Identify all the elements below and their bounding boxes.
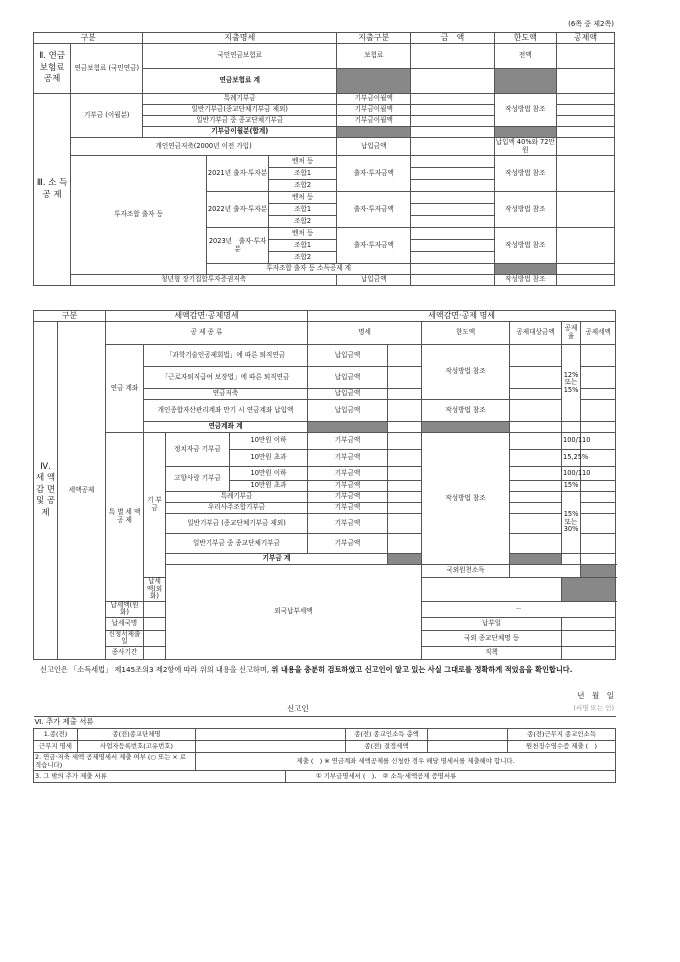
foreign-tax-right-label: 직책 xyxy=(422,647,562,660)
hometown-donation-row: 10만원 초과 xyxy=(230,481,308,492)
other-documents-label: 3. 그 밖의 추가 제출 서류 xyxy=(34,771,286,783)
political-donation-kind: 기부금액 xyxy=(308,433,388,450)
foreign-tax-value[interactable] xyxy=(144,647,180,660)
invest-year: 2021년 출자·투자분 xyxy=(206,156,268,192)
invest-deduction[interactable] xyxy=(556,156,614,192)
invest-type: 벤처 등 xyxy=(269,192,337,204)
donation-total-amount[interactable] xyxy=(411,127,494,138)
pension-account-row: 연금저축 xyxy=(144,389,308,400)
foreign-tax-right-value[interactable] xyxy=(562,647,616,660)
invest-limit: 작성방법 참조 xyxy=(494,228,556,264)
section-4-label: Ⅳ. 세 액 감 면 및 공 제 xyxy=(34,322,58,660)
pension-account-rate: 12% 또는 15% xyxy=(562,345,581,422)
foreign-tax-row: 신청서제출일 xyxy=(106,630,144,646)
political-donation-amount[interactable] xyxy=(388,450,422,467)
pension-account-credit[interactable] xyxy=(581,389,616,400)
invest-amount[interactable] xyxy=(411,204,494,216)
donation-row: 일반기부금 중 종교단체기부금 xyxy=(143,116,337,127)
donation-other-row: 우리사주조합기부금 xyxy=(166,503,308,514)
additional-documents-table xyxy=(33,716,616,783)
foreign-tax-row: 납세액(원화) xyxy=(106,601,144,617)
donation-carryover-total: 기부금이월분(합계) xyxy=(143,127,337,138)
donation-other-credit[interactable] xyxy=(581,503,616,514)
invest-amount[interactable] xyxy=(411,168,494,180)
youth-fund-kind: 납입금액 xyxy=(337,275,411,286)
foreign-tax-value[interactable] xyxy=(510,565,581,578)
pension-account-target[interactable] xyxy=(510,389,562,400)
pension-account-total-target[interactable] xyxy=(510,422,562,433)
donation-other-amount[interactable] xyxy=(388,514,422,534)
youth-fund-limit: 작성방법 참조 xyxy=(494,275,556,286)
hometown-donation-amount[interactable] xyxy=(388,481,422,492)
hometown-donation-rate: 15% xyxy=(562,481,581,492)
political-donation-label: 정치자금 기부금 xyxy=(166,433,230,467)
invest-amount[interactable] xyxy=(411,216,494,228)
invest-type: 벤처 등 xyxy=(269,156,337,168)
pension-account-total-amount[interactable] xyxy=(388,422,422,433)
political-donation-amount[interactable] xyxy=(388,433,422,450)
personal-pension-amount[interactable] xyxy=(411,138,494,156)
donation-total: 기부금 계 xyxy=(166,554,388,565)
national-pension-item: 국민연금보험료 xyxy=(143,44,337,69)
declaration-date[interactable]: 년 월 일 xyxy=(577,691,614,700)
donation-row-deduction[interactable] xyxy=(556,94,614,105)
national-pension-kind: 보험료 xyxy=(337,44,411,69)
youth-fund-deduction[interactable] xyxy=(556,275,614,286)
foreign-tax-right-value[interactable] xyxy=(562,630,616,646)
donation-total-deduction[interactable] xyxy=(556,127,614,138)
hometown-donation-target[interactable] xyxy=(510,467,562,481)
prev-determined-tax-label: 종(전) 결정세액 xyxy=(346,741,428,753)
foreign-tax-dash: － xyxy=(422,601,616,617)
pension-account-amount[interactable] xyxy=(388,389,422,400)
pension-account-credit[interactable] xyxy=(581,345,616,367)
donation-other-rate: 15% 또는 30% xyxy=(562,492,581,554)
tax-credit-sub: 세액공제 xyxy=(58,322,106,660)
invest-type: 조합2 xyxy=(269,252,337,264)
youth-fund-saving: 청년형 장기집합투자증권저축 xyxy=(71,275,337,286)
invest-type: 조합2 xyxy=(269,180,337,192)
special-credit-label: 특 별 세 액 공 제 xyxy=(106,433,144,602)
youth-fund-amount[interactable] xyxy=(411,275,494,286)
header-expense-type: 지출구분 xyxy=(337,33,411,44)
pension-account-row: 「과학기술인공제회법」에 따른 퇴직연금 xyxy=(144,345,308,367)
signature-hint[interactable]: (서명 또는 인) xyxy=(573,704,614,712)
invest-total-amount[interactable] xyxy=(411,264,494,275)
foreign-tax-value[interactable] xyxy=(422,578,562,602)
pension-account-kind: 납입금액 xyxy=(308,367,388,389)
pension-insurance-total-deduction[interactable] xyxy=(556,69,614,94)
donation-row-kind: 기부금이월액 xyxy=(337,116,411,127)
pension-account-kind: 납입금액 xyxy=(308,345,388,367)
pension-account-label: 연금 계좌 xyxy=(106,345,144,433)
pension-account-target[interactable] xyxy=(510,367,562,389)
donation-other-amount[interactable] xyxy=(388,534,422,554)
foreign-tax-value[interactable] xyxy=(144,617,180,630)
pension-insurance-total: 연금보험료 계 xyxy=(143,69,337,94)
pension-insurance-total-amount[interactable] xyxy=(411,69,494,94)
donation-row-amount[interactable] xyxy=(411,116,494,127)
prev-work-label: 1.종(전) xyxy=(34,729,78,741)
declaration-text-1: 신고인은 「소득세법」 제145조의3 제2항에 따라 위의 내용을 신고하며, xyxy=(40,665,270,674)
national-pension-amount[interactable] xyxy=(411,44,494,69)
donation-other-target[interactable] xyxy=(510,503,562,514)
foreign-tax-row: 납세액(외화) xyxy=(144,578,166,602)
pension-account-limit: 작성방법 참조 xyxy=(422,345,510,400)
declaration-text-2: 위 내용을 충분히 검토하였고 신고인이 알고 있는 사실 그대로를 정확하게 적었음을 확인합니다. xyxy=(271,665,573,674)
subheader-credit-amount: 공제세액 xyxy=(581,322,616,345)
pension-account-target[interactable] xyxy=(510,345,562,367)
additional-docs-title: Ⅵ. 추가 제출 서류 xyxy=(34,717,616,729)
t2-header-credit-detail: 세액감면·공제명세 xyxy=(106,311,308,322)
foreign-tax-right-label: 납부일 xyxy=(422,617,562,630)
invest-amount[interactable] xyxy=(411,192,494,204)
tax-credit-table xyxy=(33,310,616,660)
pension-account-total-credit[interactable] xyxy=(581,422,616,433)
political-donation-row: 10만원 이하 xyxy=(230,433,308,450)
political-donation-row: 10만원 초과 xyxy=(230,450,308,467)
personal-pension-kind: 납입금액 xyxy=(337,138,411,156)
donation-row-kind: 기부금이월액 xyxy=(337,105,411,116)
pension-account-limit: 작성방법 참조 xyxy=(422,400,510,422)
signer-label: 신고인 xyxy=(287,704,309,713)
personal-pension-deduction[interactable] xyxy=(556,138,614,156)
prev-religious-income-label: 종(전) 종교인소득 총액 xyxy=(346,729,428,741)
header-amount: 금 액 xyxy=(411,33,494,44)
invest-kind: 출자·투자금액 xyxy=(337,228,411,264)
pension-account-amount[interactable] xyxy=(388,345,422,367)
declaration xyxy=(40,664,620,675)
invest-deduction[interactable] xyxy=(556,192,614,228)
donation-other-kind: 기부금액 xyxy=(308,492,388,503)
header-category: 구분 xyxy=(34,33,143,44)
donation-row-kind: 기부금이월액 xyxy=(337,94,411,105)
pension-statement-note[interactable]: 제출 ( ) ※ 연금계좌 세액공제를 신청한 경우 해당 명세서를 제출해야 합니다. xyxy=(196,753,616,771)
header-expense-detail: 지출명세 xyxy=(143,33,337,44)
pension-account-total: 연금계좌 계 xyxy=(144,422,308,433)
hometown-donation-credit[interactable] xyxy=(581,481,616,492)
donation-label: 기 부 금 xyxy=(144,433,166,578)
pension-account-kind: 납입금액 xyxy=(308,400,388,422)
t2-header-category: 구분 xyxy=(34,311,106,322)
hometown-donation-kind: 기부금액 xyxy=(308,467,388,481)
header-limit: 한도액 xyxy=(494,33,556,44)
subheader-target-amount: 공제대상금액 xyxy=(510,322,562,345)
prev-determined-tax-value[interactable] xyxy=(428,741,508,753)
pension-insurance-sub: 연금보험료 (국민연금) xyxy=(71,44,143,94)
invest-limit: 작성방법 참조 xyxy=(494,156,556,192)
invest-type: 조합1 xyxy=(269,204,337,216)
prev-religious-org-label: 종(전)종교단체명 xyxy=(78,729,196,741)
invest-amount[interactable] xyxy=(411,156,494,168)
donation-row: 일반기부금(종교단체기부금 제외) xyxy=(143,105,337,116)
donation-carryover-sub: 기부금 (이월분) xyxy=(71,94,143,138)
other-documents-list[interactable]: ① 기부금명세서 ( ), ② 소득·세액공제 증명서류 xyxy=(286,771,616,783)
prev-religious-org-value[interactable] xyxy=(196,729,346,741)
invest-amount[interactable] xyxy=(411,228,494,240)
donation-other-kind: 기부금액 xyxy=(308,534,388,554)
personal-pension-saving: 개인연금저축(2000년 이전 가입) xyxy=(71,138,337,156)
political-donation-kind: 기부금액 xyxy=(308,450,388,467)
foreign-tax-label: 외국납부세액 xyxy=(166,565,422,660)
invest-type: 조합1 xyxy=(269,240,337,252)
invest-amount[interactable] xyxy=(411,240,494,252)
special-donation-limit: 작성방법 참조 xyxy=(422,433,510,565)
foreign-tax-row: 국외원천소득 xyxy=(422,565,510,578)
foreign-tax-right-value[interactable] xyxy=(562,617,616,630)
donation-other-target[interactable] xyxy=(510,514,562,534)
investment-union-sub: 투자조합 출자 등 xyxy=(71,156,207,275)
donation-row-amount[interactable] xyxy=(411,94,494,105)
donation-other-row: 일반기부금 (종교단체기부금 제외) xyxy=(166,514,308,534)
foreign-tax-row: 납세국명 xyxy=(106,617,144,630)
prev-workplace-income-label: 종(전)근무지 종교인소득 xyxy=(508,729,616,741)
prev-religious-income-value[interactable] xyxy=(428,729,508,741)
workplace-detail-label: 근무지 명세 xyxy=(34,741,78,753)
pension-account-amount[interactable] xyxy=(388,367,422,389)
political-donation-rate: 15,25% xyxy=(562,450,581,467)
donation-other-amount[interactable] xyxy=(388,492,422,503)
section-2-label: Ⅱ. 연금 보험료 공제 xyxy=(34,44,71,94)
invest-total-deduction[interactable] xyxy=(556,264,614,275)
page-number: (6쪽 중 제2쪽) xyxy=(568,20,614,28)
hometown-donation-row: 10만원 이하 xyxy=(230,467,308,481)
donation-other-kind: 기부금액 xyxy=(308,514,388,534)
foreign-tax-value[interactable] xyxy=(144,630,180,646)
donation-other-credit[interactable] xyxy=(581,534,616,554)
pension-account-row: 「근로자퇴직급여 보장법」에 따른 퇴직연금 xyxy=(144,367,308,389)
pension-statement-label: 2. 연금·저축 세액 공제명세서 제출 여부 (○ 또는 × 로 적습니다) xyxy=(34,753,196,771)
hometown-donation-target[interactable] xyxy=(510,481,562,492)
hometown-donation-rate: 100/110 xyxy=(562,467,581,481)
foreign-tax-right-label: 국외 종교단체명 등 xyxy=(422,630,562,646)
donation-other-row: 특례기부금 xyxy=(166,492,308,503)
invest-kind: 출자·투자금액 xyxy=(337,192,411,228)
pension-account-row: 개인종합자산관리계좌 만기 시 연금계좌 납입액 xyxy=(144,400,308,422)
subheader-rate: 공제율 xyxy=(562,322,581,345)
invest-kind: 출자·투자금액 xyxy=(337,156,411,192)
business-reg-no-label: 사업자등록번호(고유번호) xyxy=(78,741,196,753)
donation-other-credit[interactable] xyxy=(581,492,616,503)
pension-account-target[interactable] xyxy=(510,400,562,422)
subheader-credit-type: 공 제 종 류 xyxy=(106,322,308,345)
donation-row-deduction[interactable] xyxy=(556,116,614,127)
invest-type: 조합2 xyxy=(269,216,337,228)
hometown-donation-kind: 기부금액 xyxy=(308,481,388,492)
subheader-limit: 한도액 xyxy=(422,322,510,345)
donation-row-amount[interactable] xyxy=(411,105,494,116)
personal-pension-limit: 납입액 40%와 72만원 xyxy=(495,137,555,154)
pension-account-credit[interactable] xyxy=(581,400,616,422)
foreign-tax-value[interactable] xyxy=(144,601,180,617)
header-deduction: 공제액 xyxy=(556,33,614,44)
t2-header-credit-detail-2: 세액감면·공제 명세 xyxy=(308,311,616,322)
invest-limit: 작성방법 참조 xyxy=(494,192,556,228)
invest-type: 벤처 등 xyxy=(269,228,337,240)
donation-row: 특례기부금 xyxy=(143,94,337,105)
donation-other-amount[interactable] xyxy=(388,503,422,514)
donation-other-row: 일반기부금 중 종교단체기부금 xyxy=(166,534,308,554)
pension-account-kind: 납입금액 xyxy=(308,389,388,400)
section-3-label: Ⅲ. 소 득 공 제 xyxy=(34,94,71,286)
withholding-receipt-label[interactable]: 원천징수영수증 제출 ( ) xyxy=(508,741,616,753)
invest-amount[interactable] xyxy=(411,180,494,192)
donation-other-credit[interactable] xyxy=(581,514,616,534)
donation-total-target[interactable] xyxy=(562,554,581,565)
invest-deduction[interactable] xyxy=(556,228,614,264)
donation-other-target[interactable] xyxy=(510,534,562,554)
pension-account-credit[interactable] xyxy=(581,367,616,389)
political-donation-target[interactable] xyxy=(510,433,562,450)
political-donation-target[interactable] xyxy=(510,450,562,467)
invest-year: 2023년 출자·투자분 xyxy=(206,228,268,264)
donation-other-kind: 기부금액 xyxy=(308,503,388,514)
invest-year: 2022년 출자·투자분 xyxy=(206,192,268,228)
pension-account-amount[interactable] xyxy=(388,400,422,422)
national-pension-limit: 전액 xyxy=(494,44,556,69)
invest-amount[interactable] xyxy=(411,252,494,264)
investment-union-total: 투자조합 출자 등 소득공제 계 xyxy=(206,264,411,275)
donation-limit: 작성방법 참조 xyxy=(494,94,556,127)
hometown-donation-label: 고향사랑 기부금 xyxy=(166,467,230,492)
donation-row-deduction[interactable] xyxy=(556,105,614,116)
subheader-detail: 명세 xyxy=(308,322,422,345)
national-pension-deduction[interactable] xyxy=(556,44,614,69)
donation-other-target[interactable] xyxy=(510,492,562,503)
income-deduction-table xyxy=(33,32,615,286)
business-reg-no-value[interactable] xyxy=(196,741,346,753)
invest-type: 조합1 xyxy=(269,168,337,180)
foreign-tax-row: 종사기간 xyxy=(106,647,144,660)
political-donation-rate: 100/110 xyxy=(562,433,581,450)
hometown-donation-amount[interactable] xyxy=(388,467,422,481)
